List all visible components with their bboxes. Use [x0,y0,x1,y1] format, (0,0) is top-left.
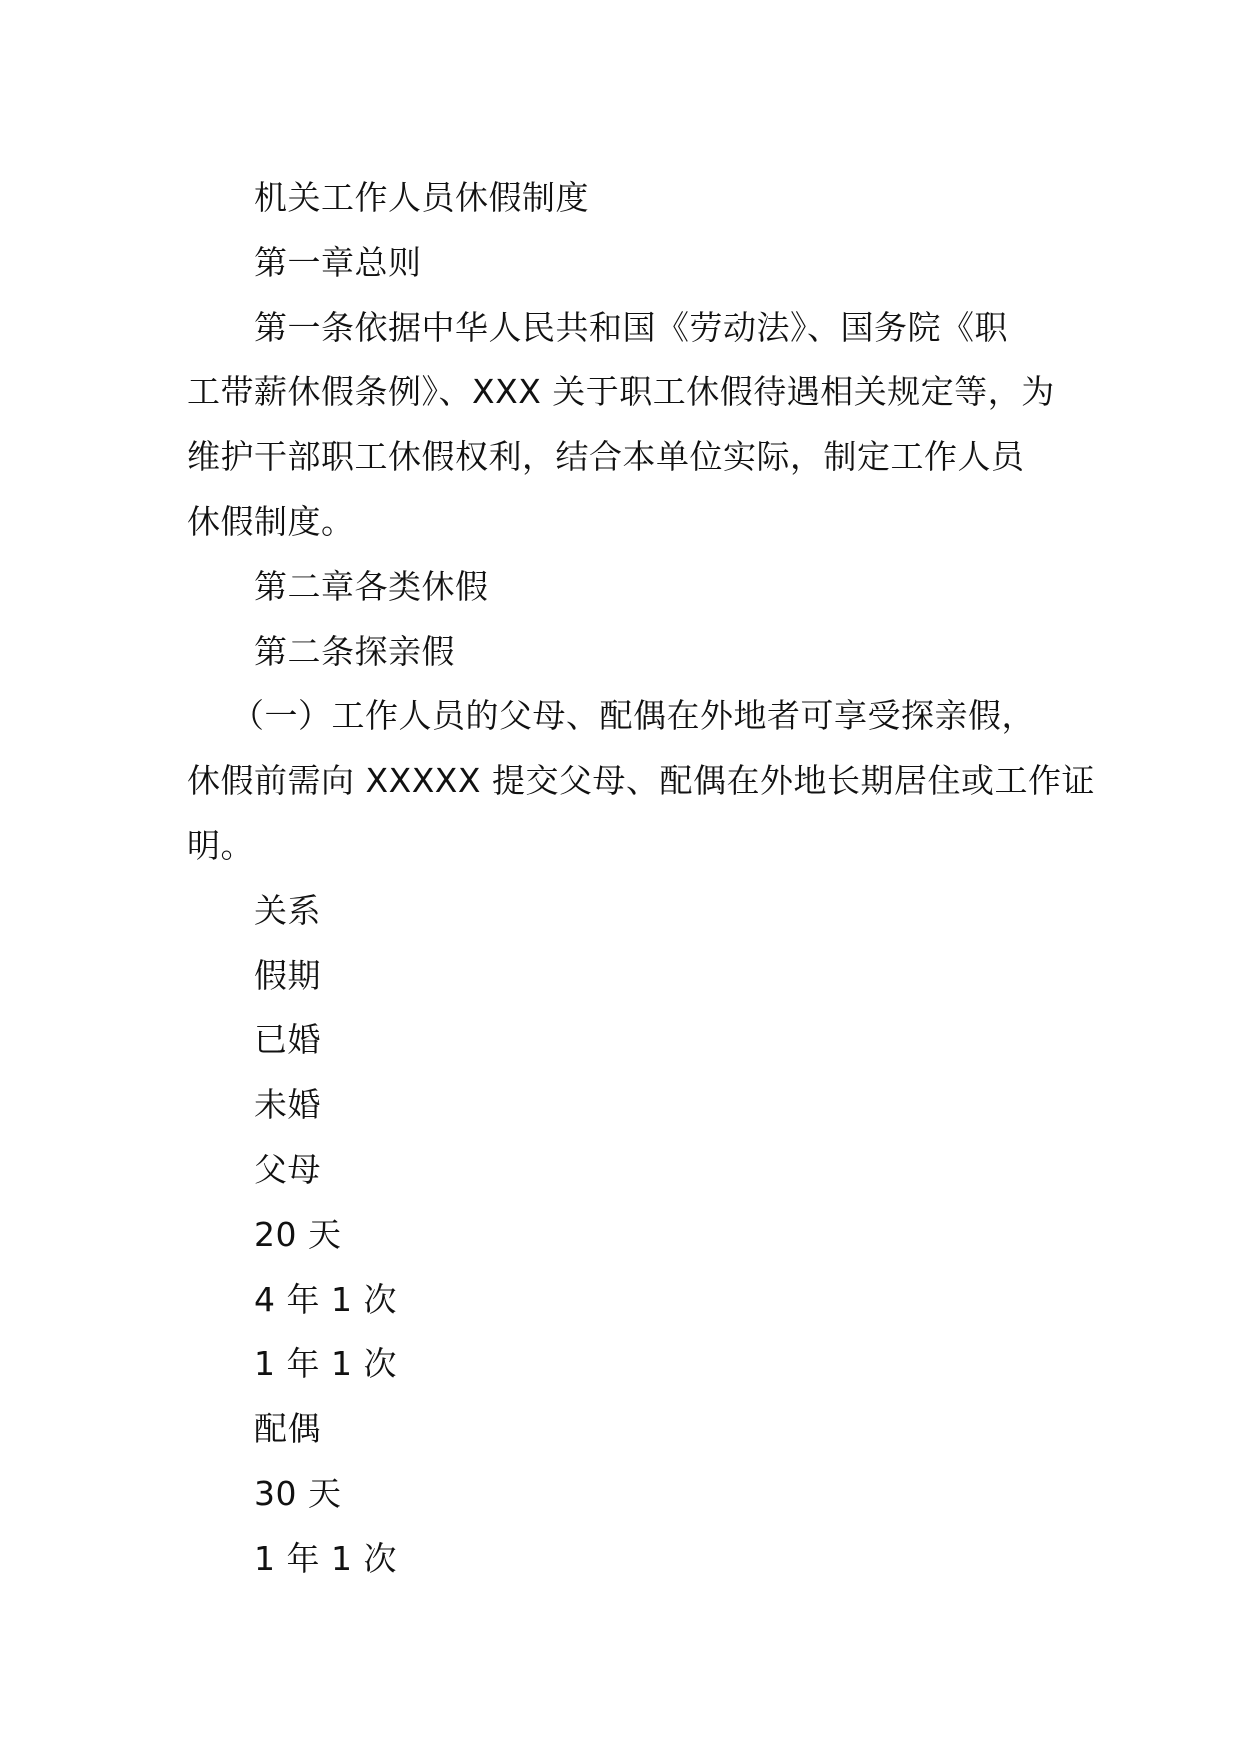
article-1-line: 维护干部职工休假权利，结合本单位实际，制定工作人员 [187,437,1025,477]
table-cell-spouse-days: 30 天 [254,1473,342,1513]
table-cell-parents-unmarried-frequency: 1 年 1 次 [254,1344,397,1384]
table-cell-parents-days: 20 天 [254,1214,342,1254]
article-2-heading: 第二条探亲假 [254,631,455,671]
table-cell-relation-header: 关系 [254,890,321,930]
table-cell-spouse-frequency: 1 年 1 次 [254,1538,397,1578]
clause-1-paragraph [187,684,1096,878]
table-cell-spouse: 配偶 [254,1409,321,1449]
table-cell-unmarried-header: 未婚 [254,1085,321,1125]
clause-1-line: （一）工作人员的父母、配偶在外地者可享受探亲假， [231,696,1035,736]
chapter-1-heading: 第一章总则 [254,242,422,282]
document-title: 机关工作人员休假制度 [254,178,589,217]
clause-1-line: 休假前需向 XXXXX 提交父母、配偶在外地长期居住或工作证 [187,761,1096,801]
leave-table-flattened [187,879,1087,1592]
chapter-2-heading: 第二章各类休假 [254,566,489,606]
article-1-line: 工带薪休假条例》、XXX 关于职工休假待遇相关规定等，为 [187,372,1055,412]
clause-1-line: 明。 [187,825,254,865]
table-cell-parents-married-frequency: 4 年 1 次 [254,1279,397,1319]
document-body [187,166,1096,1592]
article-1-line: 第一条依据中华人民共和国《劳动法》、国务院《职 [254,307,1008,347]
table-cell-leave-header: 假期 [254,955,321,995]
article-1-line: 休假制度。 [187,501,355,541]
article-1-paragraph [187,296,1087,555]
table-cell-married-header: 已婚 [254,1020,321,1060]
table-cell-parents: 父母 [254,1149,321,1189]
